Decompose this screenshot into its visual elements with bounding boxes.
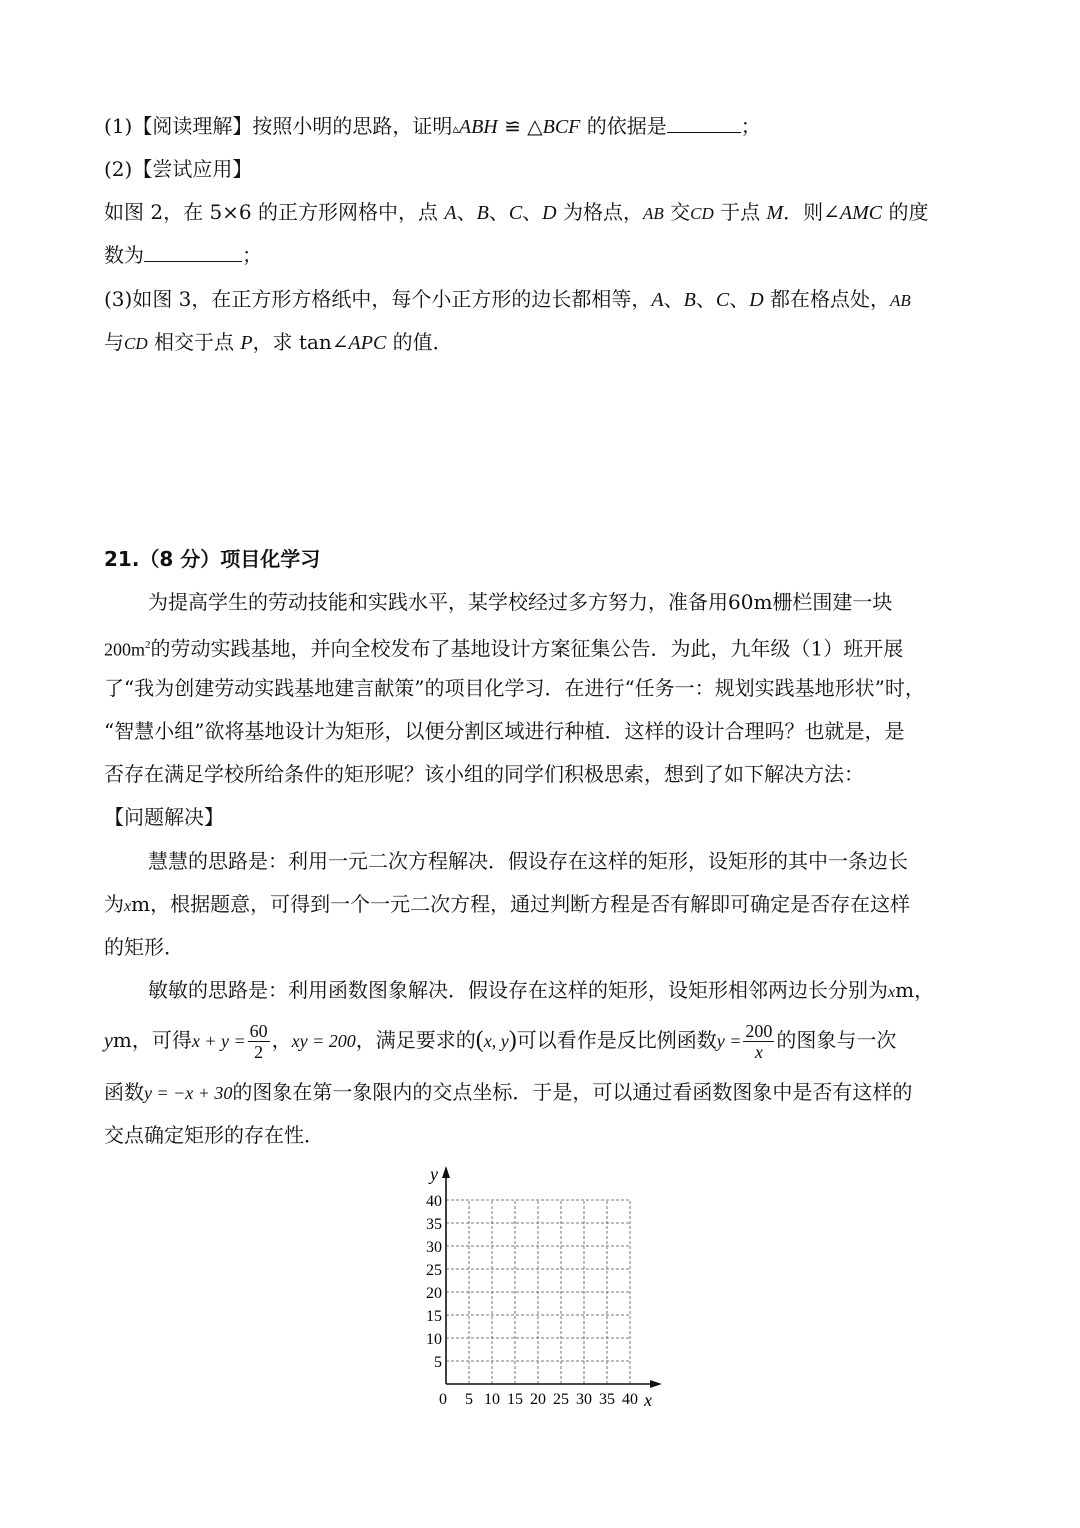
answer-blank-2[interactable] — [144, 241, 242, 262]
q21-heading: 21.（8 分）项目化学习 — [104, 547, 321, 571]
point-a: A — [444, 202, 457, 224]
q21-line1: 为提高学生的劳动技能和实践水平，某学校经过多方努力，准备用60m栅栏围建一块 — [148, 590, 893, 614]
text: 可以看作是反比例函数 — [516, 1028, 717, 1052]
q20-part2-heading: (2)【尝试应用】 — [104, 157, 253, 181]
punct: ； — [740, 114, 761, 138]
q20-p1-suffix: 的依据是 — [580, 114, 667, 138]
punct: 、 — [729, 287, 750, 311]
text: 于点 — [713, 200, 767, 224]
x-tick-label: 5 — [465, 1391, 473, 1408]
text: m，可得 — [112, 1028, 192, 1052]
text: 数为 — [104, 243, 144, 267]
punct: 、 — [522, 200, 543, 224]
pair-xy: x, y — [483, 1031, 509, 1051]
y-tick-label: 15 — [426, 1308, 442, 1325]
q20-part3-line1 — [104, 285, 911, 315]
q21-line7: 慧慧的思路是：利用一元二次方程解决．假设存在这样的矩形，设矩形的其中一条边长 — [148, 849, 908, 873]
area-value: 200m — [104, 639, 146, 660]
triangle-abh: ABH — [458, 116, 498, 138]
text: ，满足要求的 — [355, 1028, 476, 1052]
y-tick-label: 30 — [426, 1239, 442, 1256]
grid-lines — [446, 1200, 630, 1384]
y-tick-label: 20 — [426, 1285, 442, 1302]
q21-line10 — [148, 976, 934, 1007]
text: 为 — [104, 892, 124, 916]
point-a: A — [651, 289, 664, 311]
q20-p1-text: (1)【阅读理解】按照小明的思路，证明 — [104, 114, 453, 138]
x-tick-labels — [439, 1391, 638, 1408]
text: 的图象在第一象限内的交点坐标．于是，可以通过看函数图象中是否有这样的 — [232, 1080, 913, 1104]
x-tick-label: 40 — [622, 1391, 638, 1408]
q20-part3-line2 — [104, 328, 453, 358]
equation-linear: y = −x + 30 — [144, 1083, 233, 1103]
x-axis-arrow — [650, 1380, 662, 1388]
y-tick-label: 25 — [426, 1262, 442, 1279]
q21-line5: 否存在满足学校所给条件的矩形呢？该小组的同学们积极思索，想到了如下解决方法： — [104, 762, 864, 786]
text: 交 — [663, 200, 691, 224]
text: 的度 — [882, 200, 929, 224]
punct: 、 — [456, 200, 477, 224]
y-tick-label: 40 — [426, 1193, 442, 1210]
x-tick-label: 20 — [530, 1391, 546, 1408]
text: 的劳动实践基地，并向全校发布了基地设计方案征集公告．为此，九年级（1）班开展 — [150, 636, 904, 661]
point-m: M — [766, 202, 784, 224]
y-tick-label: 5 — [434, 1354, 442, 1371]
q20-part1: (1)【阅读理解】按照小明的思路，证明▵ABH ≌ △BCF 的依据是 ； — [104, 114, 761, 138]
text: 的图象与一次 — [776, 1028, 897, 1052]
x-axis-label: x — [644, 1390, 652, 1410]
text: m， — [895, 978, 935, 1002]
segment-ab: AB — [890, 291, 911, 310]
y-tick-labels — [426, 1193, 442, 1371]
x-tick-label: 25 — [553, 1391, 569, 1408]
segment-cd: CD — [690, 204, 714, 223]
x-tick-label: 35 — [599, 1391, 615, 1408]
x-tick-label: 0 — [439, 1391, 447, 1408]
equation-sum: x + y = — [191, 1031, 246, 1051]
equation-inverse: y = — [716, 1031, 742, 1051]
point-p: P — [240, 332, 253, 354]
text: 相交于点 — [147, 330, 241, 354]
triangle-bcf: BCF — [542, 116, 581, 138]
denominator: x — [754, 1042, 763, 1062]
punct: 、 — [663, 287, 684, 311]
text: ．则∠ — [783, 200, 840, 224]
q21-line11 — [104, 1016, 896, 1065]
text: 与 — [104, 330, 124, 354]
text: m，根据题意，可得到一个一元二次方程，通过判断方程是否有解即可确定是否存在这样 — [131, 892, 911, 916]
equation-product: xy = 200 — [291, 1031, 356, 1051]
text: 敏敏的思路是：利用函数图象解决．假设存在这样的矩形，设矩形相邻两边长分别为 — [148, 978, 888, 1002]
text: 为格点， — [556, 200, 643, 224]
numerator: 60 — [249, 1021, 268, 1041]
q21-line13: 交点确定矩形的存在性． — [104, 1123, 324, 1147]
q21-line9: 的矩形． — [104, 935, 184, 959]
text: 函数 — [104, 1080, 144, 1104]
fraction-200-x — [743, 1021, 774, 1062]
angle-amc: AMC — [839, 202, 883, 224]
text: 的值． — [386, 330, 453, 354]
q21-line8 — [104, 890, 910, 921]
text: 如图 2，在 5×6 的正方形网格中，点 — [104, 200, 445, 224]
x-tick-label: 10 — [484, 1391, 500, 1408]
q20-part2-line2 — [104, 241, 262, 269]
text: 都在格点处， — [763, 287, 891, 311]
y-axis-arrow — [442, 1166, 450, 1178]
text: ，求 tan∠ — [252, 330, 349, 354]
var-y: y — [104, 1030, 113, 1052]
y-axis-label: y — [430, 1164, 438, 1184]
denominator: 2 — [254, 1042, 264, 1062]
var-x: x — [888, 984, 896, 1001]
punct: 、 — [488, 200, 509, 224]
point-d: D — [542, 202, 557, 224]
punct: ； — [242, 243, 262, 267]
q20-part2-line1 — [104, 198, 928, 228]
point-c: C — [508, 202, 523, 224]
y-tick-label: 35 — [426, 1216, 442, 1233]
punct: 、 — [695, 287, 716, 311]
q21-line4: “智慧小组”欲将基地设计为矩形，以便分割区域进行种植．这样的设计合理吗？也就是，是 — [104, 719, 905, 743]
x-tick-label: 30 — [576, 1391, 592, 1408]
superscript: 2 — [145, 639, 151, 651]
paren-close: ) — [508, 1027, 517, 1053]
y-tick-label: 10 — [426, 1331, 442, 1348]
text: (3)如图 3，在正方形方格纸中，每个小正方形的边长都相等， — [104, 287, 652, 311]
var-x: x — [124, 898, 132, 915]
point-b: B — [476, 202, 489, 224]
segment-ab: AB — [642, 204, 664, 223]
paren-open: ( — [475, 1027, 484, 1053]
numerator: 200 — [745, 1021, 773, 1041]
point-b: B — [683, 289, 696, 311]
q21-line12 — [104, 1078, 912, 1107]
answer-blank-1[interactable] — [667, 112, 741, 133]
punct: ， — [271, 1028, 292, 1052]
coordinate-grid — [410, 1160, 680, 1410]
fraction-60-2 — [248, 1021, 270, 1062]
congruence-symbol: ≌ △ — [497, 114, 543, 138]
segment-cd: CD — [124, 334, 148, 353]
angle-apc: APC — [348, 332, 387, 354]
q21-line2 — [104, 631, 903, 664]
point-c: C — [715, 289, 730, 311]
q21-line6: 【问题解决】 — [104, 805, 224, 829]
q21-line3: 了“我为创建劳动实践基地建言献策”的项目化学习．在进行“任务一：规划实践基地形状”时， — [104, 676, 925, 700]
point-d: D — [749, 289, 764, 311]
x-tick-label: 15 — [507, 1391, 523, 1408]
